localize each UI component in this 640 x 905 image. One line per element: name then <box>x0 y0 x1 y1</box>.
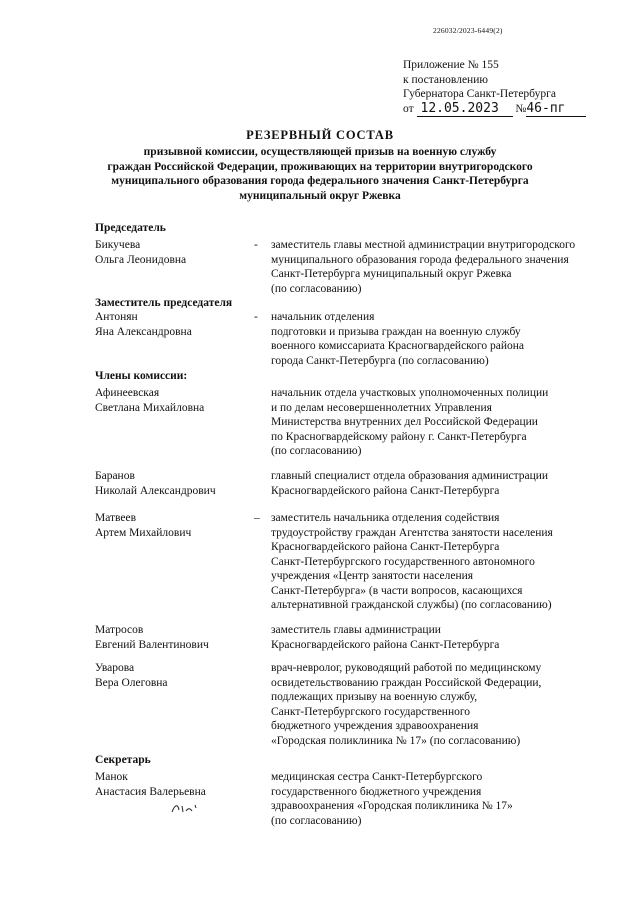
subtitle-line-2: граждан Российской Федерации, проживающих на территории внутригородского <box>107 160 533 173</box>
position-line: Красногвардейского района Санкт-Петербурга <box>271 541 500 553</box>
subtitle-line-3: муниципального образования города федерального значения Санкт-Петербурга <box>111 175 529 187</box>
position-line: Министерства внутренних дел Российской Федерации <box>271 416 538 428</box>
position-line: Санкт-Петербурга муниципальный округ Ржевка <box>271 268 512 280</box>
member-name <box>95 623 255 652</box>
position-line: Красногвардейского района Санкт-Петербурга <box>271 484 500 497</box>
position-line: «Городская поликлиника № 17» (по согласованию) <box>271 734 521 747</box>
position-line: главный специалист отдела образования администрации <box>271 470 549 482</box>
position-line: заместитель начальника отделения содействия <box>271 512 500 524</box>
document-title: РЕЗЕРВНЫЙ СОСТАВ <box>246 128 394 142</box>
position-line: врач-невролог, руководящий работой по медицинскому <box>271 662 542 674</box>
member-dash: - <box>254 239 258 251</box>
member-surname: Афинеевская <box>95 387 160 399</box>
position-line: и по делам несовершеннолетних Управления <box>271 401 492 414</box>
appendix-block <box>403 58 586 117</box>
subtitle-line-4: муниципальный округ Ржевка <box>239 189 401 202</box>
member-dash: - <box>254 311 258 323</box>
position-line: по Красногвардейскому району г. Санкт-Петербурга <box>271 430 527 443</box>
position-line: заместитель главы администрации <box>271 624 441 636</box>
member-given-names: Артем Михайлович <box>95 526 192 539</box>
member-surname: Баранов <box>95 470 135 482</box>
position-line: (по согласованию) <box>271 282 362 295</box>
member-given-names: Светлана Михайловна <box>95 401 205 414</box>
member-given-names: Евгений Валентинович <box>95 638 209 651</box>
section-secretary: Секретарь <box>95 754 151 766</box>
member-name <box>95 511 255 540</box>
position-line: трудоустройству граждан Агентства занятости населения <box>271 526 553 539</box>
member-given-names: Николай Александрович <box>95 484 216 497</box>
position-line: бюджетного учреждения здравоохранения <box>271 720 479 732</box>
member-surname: Антонян <box>95 311 138 323</box>
section-deputy: Заместитель председателя <box>95 297 233 309</box>
position-line: государственного бюджетного учреждения <box>271 785 482 798</box>
member-position <box>271 469 611 498</box>
handwritten-signature-mark <box>170 802 200 816</box>
member-given-names: Ольга Леонидовна <box>95 253 187 266</box>
member-given-names: Яна Александровна <box>95 325 192 338</box>
position-line: альтернативной гражданской службы) (по согласованию) <box>271 599 552 611</box>
document-subtitle <box>60 145 580 203</box>
member-surname: Уварова <box>95 662 135 674</box>
appendix-date-line <box>403 102 586 118</box>
member-surname: Бикучева <box>95 239 141 251</box>
member-name <box>95 770 255 799</box>
member-surname: Манок <box>95 771 128 783</box>
member-name <box>95 469 255 498</box>
position-line: Санкт-Петербурга» (в части вопросов, касающихся <box>271 584 523 597</box>
position-line: медицинская сестра Санкт-Петербургского <box>271 771 483 783</box>
member-name <box>95 386 255 415</box>
position-line: подлежащих призыву на военную службу, <box>271 691 478 703</box>
member-surname: Матросов <box>95 624 144 636</box>
position-line: здравоохранения «Городская поликлиника № 17» <box>271 800 513 812</box>
position-line: Санкт-Петербургского государственного автономного <box>271 555 535 568</box>
member-name <box>95 661 255 690</box>
position-line: освидетельствованию граждан Российской Федерации, <box>271 676 542 689</box>
position-line: подготовки и призыва граждан на военную службу <box>271 325 521 338</box>
member-position <box>271 623 611 652</box>
appendix-line-2: к постановлению <box>403 73 488 86</box>
decree-number: 46-пг <box>526 100 566 116</box>
member-dash: – <box>254 512 260 524</box>
position-line: Красногвардейского района Санкт-Петербурга <box>271 638 500 651</box>
member-position <box>271 511 611 613</box>
position-line: Санкт-Петербургского государственного <box>271 705 471 718</box>
member-given-names: Вера Олеговна <box>95 676 168 689</box>
position-line: начальник отдела участковых уполномоченных полиции <box>271 387 549 399</box>
decree-date: 12.05.2023 <box>420 100 499 116</box>
subtitle-line-1: призывной комиссии, осуществляющей призыв на военную службу <box>143 146 497 158</box>
position-line: (по согласованию) <box>271 814 362 827</box>
member-position <box>271 386 611 459</box>
member-position <box>271 661 611 748</box>
member-surname: Матвеев <box>95 512 137 524</box>
position-line: учреждения «Центр занятости населения <box>271 570 474 582</box>
member-name <box>95 310 255 339</box>
document-number: 226032/2023-6449(2) <box>433 26 503 35</box>
position-line: военного комиссариата Красногвардейского района <box>271 340 525 352</box>
appendix-line-1: Приложение № 155 <box>403 59 499 71</box>
member-position <box>271 310 611 368</box>
date-prefix: от <box>403 102 414 115</box>
position-line: (по согласованию) <box>271 445 362 457</box>
member-position <box>271 770 611 828</box>
position-line: города Санкт-Петербурга (по согласованию) <box>271 354 489 367</box>
appendix-line-3: Губернатора Санкт-Петербурга <box>403 88 556 100</box>
section-members: Члены комиссии: <box>95 370 188 382</box>
position-line: начальник отделения <box>271 311 375 323</box>
position-line: заместитель главы местной администрации внутригородского <box>271 239 576 251</box>
member-given-names: Анастасия Валерьевна <box>95 785 206 798</box>
member-position <box>271 238 611 296</box>
number-prefix: № <box>515 102 527 115</box>
section-chairman: Председатель <box>95 222 166 234</box>
position-line: муниципального образования города федерального значения <box>271 253 569 266</box>
member-name <box>95 238 255 267</box>
